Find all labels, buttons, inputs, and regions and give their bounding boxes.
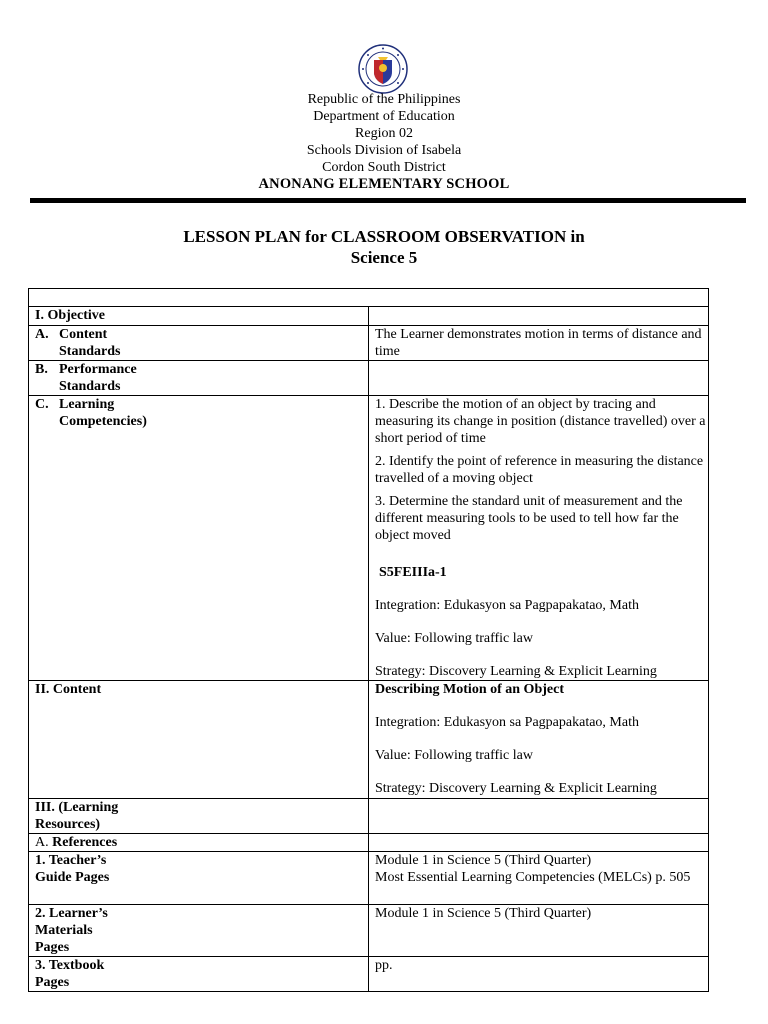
teachers-guide-value bbox=[369, 852, 709, 905]
table-row bbox=[29, 834, 709, 852]
header-region: Region 02 bbox=[355, 126, 413, 141]
table-row bbox=[29, 289, 709, 307]
table-row bbox=[29, 852, 709, 905]
content-value bbox=[369, 681, 709, 799]
learners-materials-label: 2. Learner’s Materials Pages bbox=[29, 905, 369, 957]
title-line-1: LESSON PLAN for CLASSROOM OBSERVATION in bbox=[183, 227, 585, 246]
header-district: Cordon South District bbox=[322, 160, 446, 175]
resources-value bbox=[369, 799, 709, 834]
header-division: Schools Division of Isabela bbox=[306, 143, 462, 158]
table-row bbox=[29, 361, 709, 396]
letterhead bbox=[0, 91, 768, 193]
table-row bbox=[29, 957, 709, 992]
learners-materials-value: Module 1 in Science 5 (Third Quarter) bbox=[369, 905, 709, 957]
header-department: Department of Education bbox=[313, 109, 455, 124]
teachers-guide-line-2: Most Essential Learning Competencies (MELCs) p. 505 bbox=[375, 870, 691, 885]
objective-label: I. Objective bbox=[29, 307, 369, 326]
header-republic: Republic of the Philippines bbox=[307, 92, 461, 107]
table-row bbox=[29, 905, 709, 957]
competency-integration: Integration: Edukasyon sa Pagpapakatao, Math bbox=[375, 598, 639, 613]
objective-value bbox=[369, 307, 709, 326]
table-row bbox=[29, 307, 709, 326]
competency-code: S5FEIIIa-1 bbox=[379, 565, 447, 580]
header-divider bbox=[30, 198, 746, 203]
competency-item-3: 3. Determine the standard unit of measurement and the different measuring tools to be used to tell how far the object moved bbox=[375, 494, 683, 543]
learning-competencies-value bbox=[369, 396, 709, 681]
performance-standards-label: B. Performance Standards bbox=[29, 361, 369, 396]
empty-header-cell bbox=[29, 289, 709, 307]
content-strategy: Strategy: Discovery Learning & Explicit Learning bbox=[375, 781, 657, 796]
title-line-2: Science 5 bbox=[350, 248, 418, 267]
header-school-name: ANONANG ELEMENTARY SCHOOL bbox=[258, 176, 510, 192]
table-row bbox=[29, 326, 709, 361]
references-value bbox=[369, 834, 709, 852]
deped-seal-logo bbox=[358, 44, 408, 94]
resources-label: III. (Learning Resources) bbox=[29, 799, 369, 834]
content-integration: Integration: Edukasyon sa Pagpapakatao, Math bbox=[375, 715, 639, 730]
teachers-guide-line-1: Module 1 in Science 5 (Third Quarter) bbox=[375, 853, 592, 868]
competency-strategy: Strategy: Discovery Learning & Explicit Learning bbox=[375, 664, 657, 679]
table-row bbox=[29, 799, 709, 834]
document-title bbox=[0, 226, 768, 268]
content-label: II. Content bbox=[29, 681, 369, 799]
content-title: Describing Motion of an Object bbox=[375, 682, 564, 697]
teachers-guide-label: 1. Teacher’s Guide Pages bbox=[29, 852, 369, 905]
competency-item-1: 1. Describe the motion of an object by tracing and measuring its change in position (distance travelled) over a short period of time bbox=[375, 397, 706, 446]
textbook-label: 3. Textbook Pages bbox=[29, 957, 369, 992]
performance-standards-value bbox=[369, 361, 709, 396]
competency-item-2: 2. Identify the point of reference in measuring the distance travelled of a moving object bbox=[375, 454, 704, 486]
competency-value: Value: Following traffic law bbox=[375, 631, 533, 646]
content-value-text: Value: Following traffic law bbox=[375, 748, 533, 763]
content-standards-value: The Learner demonstrates motion in terms of distance and time bbox=[369, 326, 709, 361]
learning-competencies-label: C. Learning Competencies) bbox=[29, 396, 369, 681]
content-standards-label: A. Content Standards bbox=[29, 326, 369, 361]
lesson-plan-table bbox=[28, 288, 709, 992]
references-label: A. References bbox=[29, 834, 369, 852]
table-row bbox=[29, 681, 709, 799]
table-row bbox=[29, 396, 709, 681]
textbook-value: pp. bbox=[369, 957, 709, 992]
